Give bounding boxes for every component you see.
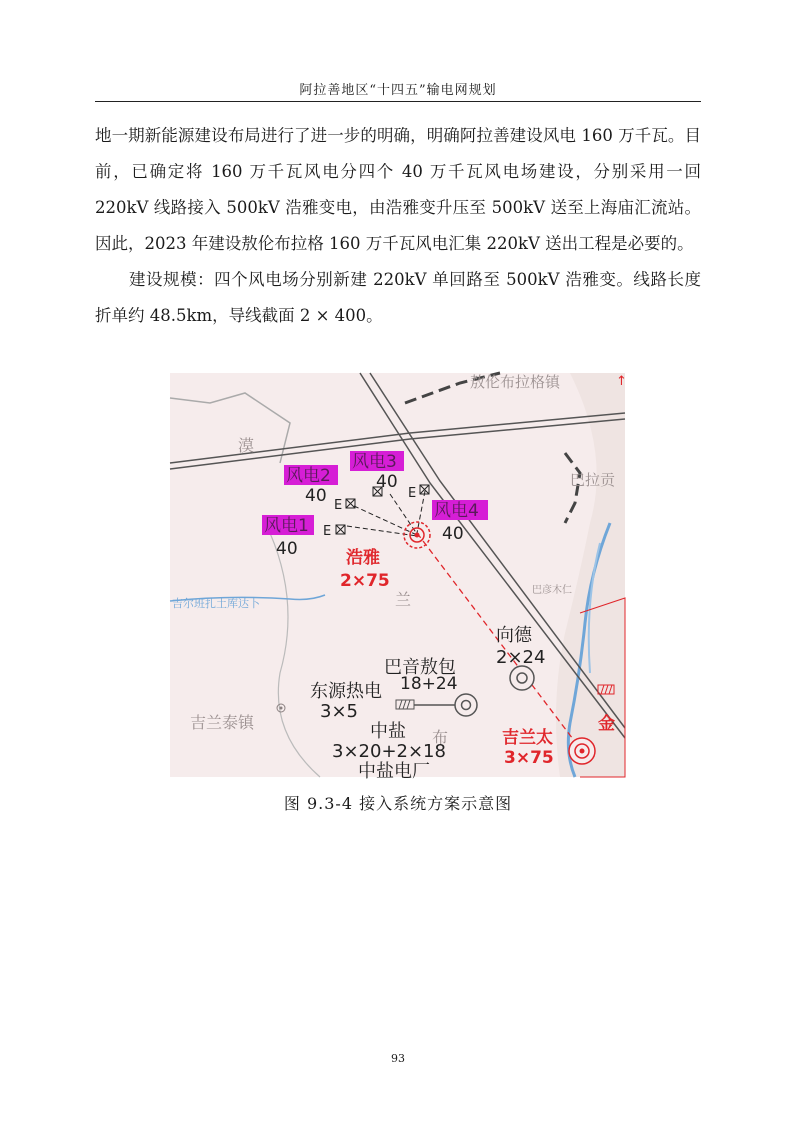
body-text xyxy=(95,118,701,334)
access-system-map xyxy=(170,373,627,782)
xiangde-name: 向德 xyxy=(496,625,532,646)
header-rule xyxy=(95,101,701,102)
wind-farm-3-name: 风电3 xyxy=(352,452,397,472)
wind-farm-4-capacity: 40 xyxy=(442,524,464,544)
marker-e-3: E xyxy=(408,486,417,501)
place-lan: 兰 xyxy=(395,590,412,609)
jilantai-name: 吉兰太 xyxy=(502,728,553,748)
xiangde-station-icon xyxy=(510,666,534,690)
place-bamuren: 巴彦木仁 xyxy=(532,585,572,596)
bayinaobao-name: 巴音敖包 xyxy=(384,657,456,678)
dongyuan-name: 东源热电 xyxy=(310,681,382,702)
place-aolunbulage: 敖伦布拉格镇 xyxy=(470,373,561,391)
wind-farm-1-capacity: 40 xyxy=(276,539,298,559)
dongyuan-capacity: 3×5 xyxy=(320,701,358,722)
haoya-capacity: 2×75 xyxy=(340,571,390,591)
wind-farm-2-name: 风电2 xyxy=(286,466,331,486)
place-mo: 漠 xyxy=(238,436,255,455)
wind-farm-2-capacity: 40 xyxy=(305,486,327,506)
figure-caption: 图 9.3-4 接入系统方案示意图 xyxy=(283,794,513,813)
running-header: 阿拉善地区“十四五”输电网规划 xyxy=(299,83,497,98)
place-bu: 布 xyxy=(432,728,449,747)
xiangde-capacity: 2×24 xyxy=(496,647,546,668)
jin-label: 金 xyxy=(598,714,615,734)
north-arrow-icon: ↑ xyxy=(616,374,627,389)
marker-e-1: E xyxy=(323,524,332,539)
wind-farm-3-capacity: 40 xyxy=(376,472,398,492)
bayinaobao-capacity: 18+24 xyxy=(400,674,458,694)
zhongyan-name: 中盐 xyxy=(370,721,406,742)
paragraph-2: 建设规模：四个风电场分别新建 220kV 单回路至 500kV 浩雅变。线路长度折单约 48.5km，导线截面 2 × 400。 xyxy=(95,270,701,325)
paragraph-1: 地一期新能源建设布局进行了进一步的明确，明确阿拉善建设风电 160 万千瓦。目前，已确定将 160 万千瓦风电分四个 40 万千瓦风电场建设，分别采用一回 220kV 线路接入 500kV 浩雅变电，由浩雅变升压至 500kV 送至上海庙汇流站。因此，2023 年建设敖伦布拉格 160 万千瓦风电汇集 220kV 送出工程是必要的。 xyxy=(95,126,701,253)
place-river: 吉尔班扎土库达卜 xyxy=(172,597,260,610)
haoya-name: 浩雅 xyxy=(346,548,380,568)
jilantai-label xyxy=(502,727,554,768)
jilantai-capacity: 3×75 xyxy=(504,748,554,768)
jilantai-substation-icon xyxy=(569,738,595,764)
marker-e-2: E xyxy=(334,498,343,513)
wind-farm-1-name: 风电1 xyxy=(264,516,309,536)
zhongyan-capacity: 3×20+2×18 xyxy=(332,741,446,762)
wind-farm-4-name: 风电4 xyxy=(434,501,479,521)
place-jilantai: 吉兰泰镇 xyxy=(190,713,255,732)
zhongyan-plant-name: 中盐电厂 xyxy=(358,761,430,782)
page-number: 93 xyxy=(391,1052,405,1065)
place-bala: 巴拉贡 xyxy=(570,471,616,489)
